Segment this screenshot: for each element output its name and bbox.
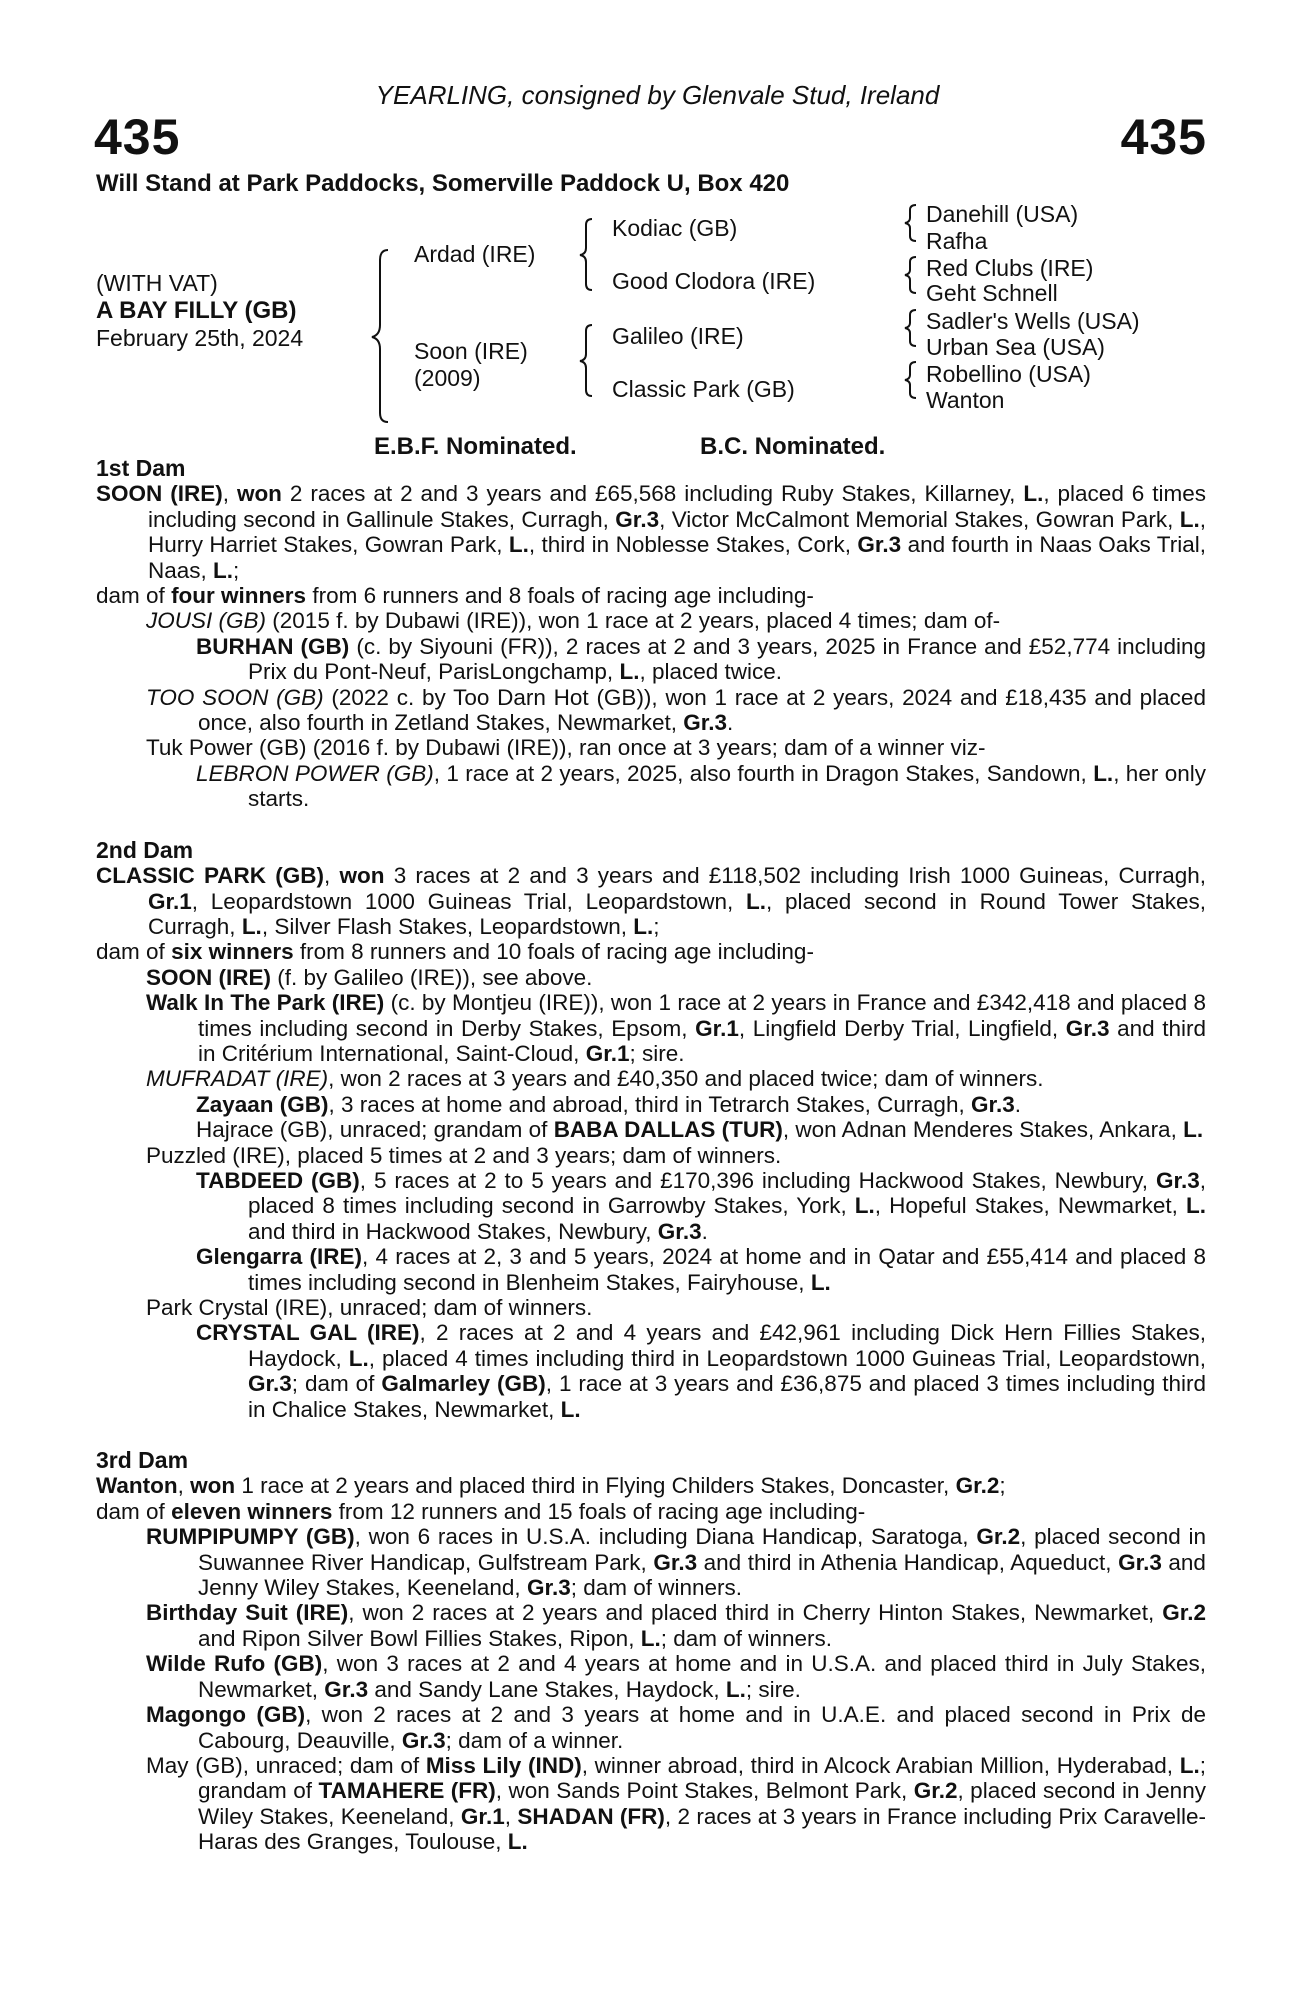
pedigree-sire: Ardad (IRE) bbox=[414, 241, 536, 267]
list-item: MUFRADAT (IRE), won 2 races at 3 years and £40,350 and placed twice; dam of winners. bbox=[146, 1066, 1044, 1092]
stand-location: Will Stand at Park Paddocks, Somerville Paddock U, Box 420 bbox=[96, 170, 790, 197]
pedigree-gg-5: Sadler's Wells (USA) bbox=[926, 308, 1140, 334]
list-item: Wilde Rufo (GB), won 3 races at 2 and 4 years at home and in U.S.A. and placed third in July Stakes, Newmarket, Gr.3 and Sandy Lane Stakes, Haydock, L.; sire. bbox=[146, 1651, 1206, 1702]
list-item: Zayaan (GB), 3 races at home and abroad, third in Tetrarch Stakes, Curragh, Gr.3. bbox=[196, 1091, 1022, 1117]
pedigree-sire-sire: Kodiac (GB) bbox=[612, 215, 738, 241]
list-item: Walk In The Park (IRE) (c. by Montjeu (IRE)), won 1 race at 2 years in France and £342,418 and placed 8 times including second in Derby Stakes, Epsom, Gr.1, Lingfield Derby Trial, Lingfield, Gr.3 and third in Critérium International, Saint-Cloud, Gr.1; sire. bbox=[146, 990, 1206, 1066]
pedigree-gg-1: Danehill (USA) bbox=[926, 201, 1079, 227]
third-dam-heading: 3rd Dam bbox=[96, 1447, 189, 1474]
pedigree-gg-3: Red Clubs (IRE) bbox=[926, 255, 1094, 281]
list-item: BURHAN (GB) (c. by Siyouni (FR)), 2 races at 2 and 3 years, 2025 in France and £52,774 including Prix du Pont-Neuf, ParisLongchamp, L., placed twice. bbox=[196, 633, 1206, 685]
third-dam-paragraph: Wanton, won 1 race at 2 years and placed third in Flying Childers Stakes, Doncaster, Gr.2; bbox=[96, 1473, 1006, 1499]
pedigree-gg-7: Robellino (USA) bbox=[926, 361, 1091, 387]
list-item: LEBRON POWER (GB), 1 race at 2 years, 2025, also fourth in Dragon Stakes, Sandown, L., her only starts. bbox=[196, 760, 1206, 812]
pedigree-dam-dam: Classic Park (GB) bbox=[612, 376, 795, 402]
list-item: SOON (IRE) (f. by Galileo (IRE)), see above. bbox=[146, 964, 593, 990]
list-item: Glengarra (IRE), 4 races at 2, 3 and 5 years, 2024 at home and in Qatar and £55,414 and placed 8 times including second in Blenheim Stakes, Fairyhouse, L. bbox=[196, 1244, 1206, 1295]
pedigree-sire-dam: Good Clodora (IRE) bbox=[612, 268, 816, 294]
pedigree-gg-8: Wanton bbox=[926, 387, 1005, 413]
pedigree-dam-sire: Galileo (IRE) bbox=[612, 323, 744, 349]
pedigree-dam-year: (2009) bbox=[414, 365, 481, 391]
consignment-line: YEARLING, consigned by Glenvale Stud, Ireland bbox=[375, 80, 940, 110]
lot-number-right: 435 bbox=[1120, 109, 1207, 165]
first-dam-heading: 1st Dam bbox=[96, 455, 186, 481]
second-dam-produce-summary: dam of six winners from 8 runners and 10 foals of racing age including- bbox=[96, 939, 814, 965]
first-dam-paragraph: SOON (IRE), won 2 races at 2 and 3 years and £65,568 including Ruby Stakes, Killarney, L., placed 6 times including second in Gallinule Stakes, Curragh, Gr.3, Victor McCalmont Memorial Stakes, Gowran Park, L., Hurry Harriet Stakes, Gowran Park, L., third in Noblesse Stakes, Cork, Gr.3 and fourth in Naas Oaks Trial, Naas, L.; bbox=[96, 481, 1207, 583]
vat-note: (WITH VAT) bbox=[96, 270, 218, 296]
list-item: May (GB), unraced; dam of Miss Lily (IND), winner abroad, third in Alcock Arabian Million, Hyderabad, L.; grandam of TAMAHERE (FR), won Sands Point Stakes, Belmont Park, Gr.2, placed second in Jenny Wiley Stakes, Keeneland, Gr.1, SHADAN (FR), 2 races at 3 years in France including Prix Caravelle-Haras des Granges, Toulouse, L. bbox=[146, 1752, 1206, 1855]
second-dam-heading: 2nd Dam bbox=[96, 836, 194, 863]
second-dam-paragraph: CLASSIC PARK (GB), won 3 races at 2 and 3 years and £118,502 including Irish 1000 Guineas, Curragh, Gr.1, Leopardstown 1000 Guineas Trial, Leopardstown, L., placed second in Round Tower Stakes, Curragh, L., Silver Flash Stakes, Leopardstown, L.; bbox=[96, 863, 1206, 939]
lot-number-left: 435 bbox=[94, 109, 181, 165]
horse-name: A BAY FILLY (GB) bbox=[96, 297, 297, 324]
list-item: CRYSTAL GAL (IRE), 2 races at 2 and 4 years and £42,961 including Dick Hern Fillies Stakes, Haydock, L., placed 4 times including third in Leopardstown 1000 Guineas Trial, Leopardstown, Gr.3; dam of Galmarley (GB), 1 race at 3 years and £36,875 and placed 3 times including third in Chalice Stakes, Newmarket, L. bbox=[196, 1320, 1206, 1422]
pedigree-gg-6: Urban Sea (USA) bbox=[926, 334, 1105, 360]
list-item: RUMPIPUMPY (GB), won 6 races in U.S.A. including Diana Handicap, Saratoga, Gr.2, placed second in Suwannee River Handicap, Gulfstream Park, Gr.3 and third in Athenia Handicap, Aqueduct, Gr.3 and Jenny Wiley Stakes, Keeneland, Gr.3; dam of winners. bbox=[146, 1524, 1206, 1601]
horse-birthdate: February 25th, 2024 bbox=[96, 325, 304, 351]
list-item: TOO SOON (GB) (2022 c. by Too Darn Hot (GB)), won 1 race at 2 years, 2024 and £18,435 and placed once, also fourth in Zetland Stakes, Newmarket, Gr.3. bbox=[146, 684, 1206, 736]
pedigree-gg-4: Geht Schnell bbox=[926, 280, 1058, 306]
list-item: Tuk Power (GB) (2016 f. by Dubawi (IRE)), ran once at 3 years; dam of a winner viz- bbox=[146, 735, 986, 761]
pedigree-dam: Soon (IRE) bbox=[414, 338, 528, 364]
list-item: JOUSI (GB) (2015 f. by Dubawi (IRE)), won 1 race at 2 years, placed 4 times; dam of- bbox=[146, 608, 1001, 634]
pedigree-gg-2: Rafha bbox=[926, 228, 988, 254]
list-item: Hajrace (GB), unraced; grandam of BABA DALLAS (TUR), won Adnan Menderes Stakes, Ankara, L. bbox=[196, 1117, 1204, 1143]
list-item: Puzzled (IRE), placed 5 times at 2 and 3 years; dam of winners. bbox=[146, 1142, 782, 1168]
dam-record bbox=[96, 456, 1206, 1855]
list-item: Park Crystal (IRE), unraced; dam of winners. bbox=[146, 1295, 593, 1320]
list-item: Birthday Suit (IRE), won 2 races at 2 years and placed third in Cherry Hinton Stakes, Newmarket, Gr.2 and Ripon Silver Bowl Fillies Stakes, Ripon, L.; dam of winners. bbox=[146, 1600, 1206, 1651]
bc-nominated: B.C. Nominated. bbox=[700, 433, 886, 460]
third-dam-produce-summary: dam of eleven winners from 12 runners and 15 foals of racing age including- bbox=[96, 1498, 866, 1524]
first-dam-produce-summary: dam of four winners from 6 runners and 8 foals of racing age including- bbox=[96, 583, 814, 609]
ebf-nominated: E.B.F. Nominated. bbox=[374, 433, 577, 460]
list-item: TABDEED (GB), 5 races at 2 to 5 years and £170,396 including Hackwood Stakes, Newbury, Gr.3, placed 8 times including second in Garrowby Stakes, York, L., Hopeful Stakes, Newmarket, L. and third in Hackwood Stakes, Newbury, Gr.3. bbox=[196, 1167, 1206, 1244]
list-item: Magongo (GB), won 2 races at 2 and 3 years at home and in U.A.E. and placed second in Prix de Cabourg, Deauville, Gr.3; dam of a winner. bbox=[146, 1702, 1206, 1753]
